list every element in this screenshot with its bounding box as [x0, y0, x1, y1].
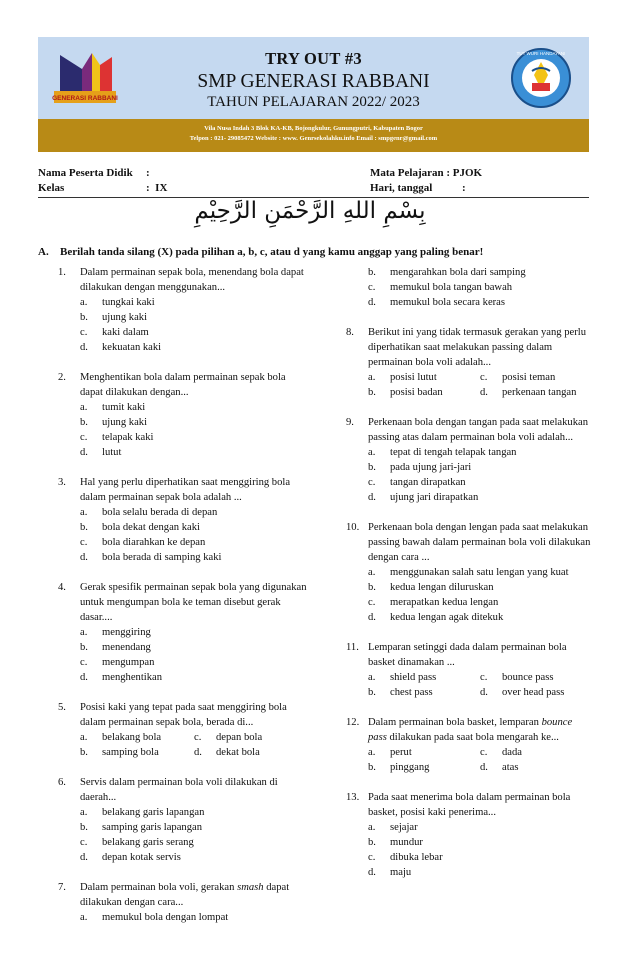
answer-option	[368, 835, 592, 850]
option-letter: a.	[80, 732, 88, 743]
question-text: Dalam permainan bola basket, lemparan bounce pass dilakukan pada saat bola mengarah ke...	[368, 717, 573, 743]
option-text: tepat di tengah telapak tangan	[390, 447, 517, 458]
option-letter: d.	[480, 387, 488, 398]
question	[346, 520, 592, 625]
answer-option	[368, 370, 480, 385]
answer-option	[80, 445, 308, 460]
option-letter: b.	[368, 582, 376, 593]
answer-option	[368, 385, 480, 400]
option-letter: d.	[480, 687, 488, 698]
answer-option	[80, 805, 308, 820]
answer-option	[368, 580, 592, 595]
option-text: tungkai kaki	[102, 297, 155, 308]
question	[346, 325, 592, 400]
option-text: bola dekat dengan kaki	[102, 522, 200, 533]
answer-option	[368, 445, 592, 460]
question-stem	[58, 475, 308, 505]
option-text: posisi teman	[502, 372, 556, 383]
option-row	[368, 670, 592, 685]
option-text: bounce pass	[502, 672, 554, 683]
class-label: Kelas	[38, 182, 65, 194]
class-value: : IX	[146, 182, 168, 194]
answer-option	[480, 745, 592, 760]
option-text: ujung jari dirapatkan	[390, 492, 479, 503]
option-text: samping garis lapangan	[102, 822, 203, 833]
option-text: pada ujung jari-jari	[390, 462, 472, 473]
option-letter: c.	[80, 537, 88, 548]
question-text: Lemparan setinggi dada dalam permainan bola basket dinamakan ...	[368, 642, 567, 668]
option-text: posisi lutut	[390, 372, 437, 383]
option-text: mengarahkan bola dari samping	[390, 267, 526, 278]
question	[58, 880, 308, 925]
svg-text:GENERASI RABBANI: GENERASI RABBANI	[52, 95, 118, 102]
school-logo	[52, 47, 118, 107]
answer-option	[80, 415, 308, 430]
question-number: 13.	[346, 792, 360, 803]
option-letter: c.	[480, 672, 488, 683]
option-row	[80, 730, 308, 745]
question-number: 9.	[346, 417, 354, 428]
option-text: bola selalu berada di depan	[102, 507, 218, 518]
option-text: bola diarahkan ke depan	[102, 537, 206, 548]
question	[58, 265, 308, 355]
option-letter: d.	[80, 852, 88, 863]
option-letter: a.	[368, 747, 376, 758]
question-text: Pada saat menerima bola dalam permainan bola basket, posisi kaki penerima...	[368, 792, 571, 818]
option-letter: d.	[194, 747, 202, 758]
question-stem	[346, 415, 592, 445]
question	[58, 475, 308, 565]
option-text: menggiring	[102, 627, 151, 638]
option-text: kedua lengan agak ditekuk	[390, 612, 504, 623]
answer-option	[80, 670, 308, 685]
question-number: 10.	[346, 522, 360, 533]
option-row	[368, 760, 592, 775]
option-text: kedua lengan diluruskan	[390, 582, 494, 593]
question-number: 7.	[58, 882, 66, 893]
answer-option	[80, 310, 308, 325]
option-letter: c.	[80, 837, 88, 848]
date-label: Hari, tanggal	[370, 182, 433, 194]
question-stem	[346, 325, 592, 370]
answer-option	[80, 325, 308, 340]
answer-option	[80, 640, 308, 655]
answer-option	[480, 385, 592, 400]
option-letter: a.	[368, 447, 376, 458]
question-stem	[58, 370, 308, 400]
question-stem	[346, 715, 592, 745]
option-letter: d.	[368, 867, 376, 878]
option-letter: b.	[368, 837, 376, 848]
option-text: bola berada di samping kaki	[102, 552, 222, 563]
answer-option	[80, 625, 308, 640]
option-text: posisi badan	[390, 387, 443, 398]
option-letter: c.	[480, 747, 488, 758]
answer-option	[368, 685, 480, 700]
option-text: perkenaan tangan	[502, 387, 577, 398]
option-letter: a.	[80, 807, 88, 818]
option-letter: b.	[368, 762, 376, 773]
question-stem	[58, 580, 308, 625]
option-letter: a.	[80, 912, 88, 923]
option-letter: d.	[368, 612, 376, 623]
option-text: belakang bola	[102, 732, 162, 743]
answer-option	[368, 295, 592, 310]
question	[58, 700, 308, 760]
answer-option	[80, 745, 194, 760]
school-name: SMP GENERASI RABBANI	[197, 71, 430, 92]
option-text: menggunakan salah satu lengan yang kuat	[390, 567, 569, 578]
question-number: 8.	[346, 327, 354, 338]
option-text: lutut	[102, 447, 122, 458]
answer-option	[368, 760, 480, 775]
question	[346, 715, 592, 775]
question-text: Posisi kaki yang tepat pada saat menggiring bola dalam permainan sepak bola, berada di...	[80, 702, 287, 728]
question-number: 6.	[58, 777, 66, 788]
answer-option	[368, 610, 592, 625]
subject-label: Mata Pelajaran : PJOK	[370, 167, 483, 179]
option-letter: d.	[368, 492, 376, 503]
question	[346, 415, 592, 505]
option-letter: d.	[80, 447, 88, 458]
answer-option	[80, 430, 308, 445]
questions-column-left	[58, 265, 308, 925]
question-number: 3.	[58, 477, 66, 488]
instruction	[38, 246, 483, 258]
option-letter: c.	[80, 657, 88, 668]
answer-option	[80, 850, 308, 865]
student-info	[38, 166, 167, 196]
answer-option	[368, 865, 592, 880]
exam-title: TRY OUT #3	[265, 49, 362, 68]
date-value: :	[462, 182, 466, 194]
option-letter: a.	[368, 567, 376, 578]
option-text: dibuka lebar	[390, 852, 443, 863]
option-text: merapatkan kedua lengan	[390, 597, 499, 608]
option-letter: b.	[80, 312, 88, 323]
option-text: memukul bola dengan lompat	[102, 912, 229, 923]
option-letter: b.	[368, 387, 376, 398]
question-stem	[58, 265, 308, 295]
answer-option	[80, 910, 308, 925]
question-number: 1.	[58, 267, 66, 278]
option-letter: b.	[368, 462, 376, 473]
answer-option	[80, 655, 308, 670]
answer-option	[368, 595, 592, 610]
option-letter: b.	[368, 267, 376, 278]
option-text: dekat bola	[216, 747, 260, 758]
question	[58, 775, 308, 865]
option-letter: c.	[80, 432, 88, 443]
option-letter: a.	[80, 402, 88, 413]
option-letter: b.	[80, 822, 88, 833]
option-text: over head pass	[502, 687, 565, 698]
option-text: ujung kaki	[102, 312, 148, 323]
answer-option	[80, 550, 308, 565]
option-text: depan kotak servis	[102, 852, 181, 863]
option-letter: a.	[368, 372, 376, 383]
name-value: :	[146, 167, 150, 179]
option-text: samping bola	[102, 747, 159, 758]
question-text: Perkenaan bola dengan tangan pada saat melakukan passing atas dalam permainan bola voli adalah...	[368, 417, 589, 443]
school-address: Vila Nusa Indah 3 Blok KA-KB, Bojongkulur, Gunungputri, Kabupaten Bogor	[204, 125, 423, 132]
question-number: 2.	[58, 372, 66, 383]
option-text: pinggang	[390, 762, 430, 773]
option-letter: a.	[80, 507, 88, 518]
school-contact: Telpon : 021- 29085472 Website : www. Genrsekolahku.info Email : smpgenr@gmail.com	[189, 135, 438, 142]
question-stem	[58, 775, 308, 805]
option-letter: d.	[80, 342, 88, 353]
answer-option	[80, 400, 308, 415]
question-text: Berikut ini yang tidak termasuk gerakan yang perlu diperhatikan saat melakukan passing dalam permainan bola voli adalah...	[368, 327, 586, 368]
answer-option	[480, 760, 592, 775]
question-stem	[58, 700, 308, 730]
option-text: menghentikan	[102, 672, 163, 683]
option-text: depan bola	[216, 732, 263, 743]
option-text: maju	[390, 867, 412, 878]
tut-wuri-handayani-logo	[510, 45, 572, 111]
option-letter: b.	[368, 687, 376, 698]
question-stem	[58, 880, 308, 910]
option-row	[368, 745, 592, 760]
option-letter: c.	[480, 372, 488, 383]
option-text: memukul bola tangan bawah	[390, 282, 513, 293]
option-letter: b.	[80, 417, 88, 428]
subject-info	[370, 166, 482, 196]
option-text: shield pass	[390, 672, 437, 683]
option-letter: d.	[80, 672, 88, 683]
question-text: Servis dalam permainan bola voli dilakukan di daerah...	[80, 777, 278, 803]
option-letter: d.	[368, 297, 376, 308]
answer-option	[368, 280, 592, 295]
answer-option	[368, 670, 480, 685]
question	[346, 640, 592, 700]
option-text: atas	[502, 762, 519, 773]
question	[346, 265, 592, 310]
question-number: 12.	[346, 717, 360, 728]
academic-year: TAHUN PELAJARAN 2022/ 2023	[207, 94, 420, 110]
option-text: tumit kaki	[102, 402, 146, 413]
question	[58, 580, 308, 685]
option-text: perut	[390, 747, 412, 758]
question-text: Perkenaan bola dengan lengan pada saat melakukan passing bawah dalam permainan bola voli dilakukan dengan cara ...	[368, 522, 591, 563]
option-letter: b.	[80, 642, 88, 653]
option-letter: c.	[368, 597, 376, 608]
option-text: menendang	[102, 642, 151, 653]
question-text: Menghentikan bola dalam permainan sepak bola dapat dilakukan dengan...	[80, 372, 286, 398]
contact-band	[38, 119, 589, 152]
question-text: Dalam permainan bola voli, gerakan smash dapat dilakukan dengan cara...	[80, 882, 290, 908]
answer-option	[368, 565, 592, 580]
option-letter: d.	[80, 552, 88, 563]
option-row	[368, 370, 592, 385]
answer-option	[80, 340, 308, 355]
option-text: chest pass	[390, 687, 433, 698]
answer-option	[80, 520, 308, 535]
option-letter: a.	[80, 627, 88, 638]
answer-option	[80, 730, 194, 745]
italic-term: smash	[237, 882, 264, 893]
title-block	[148, 49, 479, 111]
italic-term: bounce pass	[368, 717, 573, 743]
option-text: kekuatan kaki	[102, 342, 162, 353]
option-letter: c.	[80, 327, 88, 338]
answer-option	[368, 490, 592, 505]
option-row	[368, 385, 592, 400]
answer-option	[480, 370, 592, 385]
question-stem	[346, 790, 592, 820]
answer-option	[368, 475, 592, 490]
option-text: tangan dirapatkan	[390, 477, 466, 488]
question-text: Hal yang perlu diperhatikan saat menggiring bola dalam permainan sepak bola adalah ...	[80, 477, 291, 503]
option-text: mundur	[390, 837, 423, 848]
question-number: 5.	[58, 702, 66, 713]
option-row	[368, 685, 592, 700]
option-text: mengumpan	[102, 657, 155, 668]
option-letter: d.	[480, 762, 488, 773]
answer-option	[368, 850, 592, 865]
option-letter: a.	[368, 822, 376, 833]
option-letter: b.	[80, 522, 88, 533]
answer-option	[368, 265, 592, 280]
option-text: memukul bola secara keras	[390, 297, 506, 308]
answer-option	[368, 460, 592, 475]
answer-option	[368, 745, 480, 760]
option-text: kaki dalam	[102, 327, 149, 338]
answer-option	[80, 535, 308, 550]
answer-option	[80, 820, 308, 835]
basmala: بِسْمِ اللهِ الرَّحْمَنِ الرَّحِيْمِ	[194, 198, 426, 224]
answer-option	[480, 670, 592, 685]
question-number: 4.	[58, 582, 66, 593]
answer-option	[480, 685, 592, 700]
answer-option	[80, 835, 308, 850]
section-letter: A.	[38, 246, 49, 258]
questions-column-right	[346, 265, 592, 895]
option-text: sejajar	[390, 822, 418, 833]
name-label: Nama Peserta Didik	[38, 167, 133, 179]
option-text: belakang garis lapangan	[102, 807, 205, 818]
answer-option	[368, 820, 592, 835]
option-letter: a.	[80, 297, 88, 308]
question-number: 11.	[346, 642, 359, 653]
question	[346, 790, 592, 880]
instruction-text: Berilah tanda silang (X) pada pilihan a, b, c, atau d yang kamu anggap yang paling benar!	[60, 246, 484, 258]
answer-option	[80, 505, 308, 520]
question-text: Gerak spesifik permainan sepak bola yang digunakan untuk mengumpan bola ke teman disebut gerak dasar....	[80, 582, 307, 623]
exam-header	[38, 37, 589, 152]
svg-text:TUT WURI HANDAYANI: TUT WURI HANDAYANI	[516, 51, 566, 56]
option-letter: c.	[368, 477, 376, 488]
answer-option	[194, 745, 308, 760]
option-text: belakang garis serang	[102, 837, 194, 848]
answer-option	[194, 730, 308, 745]
option-letter: b.	[80, 747, 88, 758]
question-text: Dalam permainan sepak bola, menendang bola dapat dilakukan dengan menggunakan...	[80, 267, 304, 293]
option-letter: c.	[194, 732, 202, 743]
option-letter: c.	[368, 852, 376, 863]
option-letter: c.	[368, 282, 376, 293]
question-stem	[346, 520, 592, 565]
option-text: ujung kaki	[102, 417, 148, 428]
question-stem	[346, 640, 592, 670]
option-text: telapak kaki	[102, 432, 154, 443]
answer-option	[80, 295, 308, 310]
option-letter: a.	[368, 672, 376, 683]
question	[58, 370, 308, 460]
option-row	[80, 745, 308, 760]
option-text: dada	[502, 747, 522, 758]
